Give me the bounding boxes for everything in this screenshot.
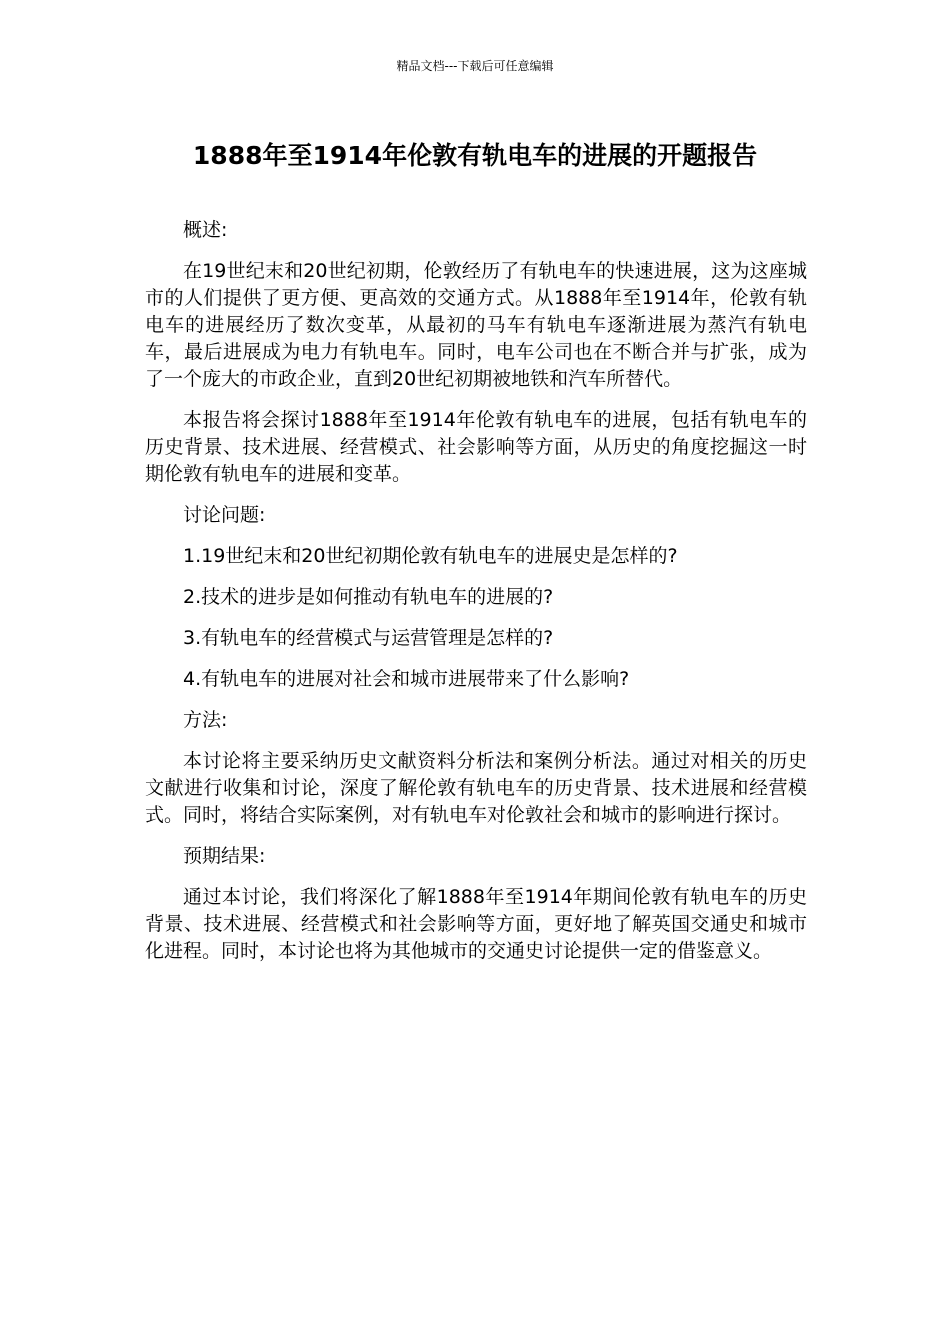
method-paragraph: 本讨论将主要采纳历史文献资料分析法和案例分析法。通过对相关的历史文献进行收集和讨论，深度了解伦敦有轨电车的历史背景、技术进展和经营模式。同时，将结合实际案例，对有轨电车对伦敦社会和城市的影响进行探讨。 xyxy=(145,750,807,826)
overview-heading: 概述: xyxy=(183,219,228,241)
results-heading: 预期结果: xyxy=(183,845,266,867)
method-heading: 方法: xyxy=(183,709,228,731)
question-item-1: 1.19世纪末和20世纪初期伦敦有轨电车的进展史是怎样的? xyxy=(183,545,678,567)
document-body xyxy=(145,217,807,979)
page-header: 精品文档---下载后可任意编辑 xyxy=(396,59,554,73)
question-item-2: 2.技术的进步是如何推动有轨电车的进展的? xyxy=(183,586,554,608)
overview-paragraph-1: 在19世纪末和20世纪初期，伦敦经历了有轨电车的快速进展，这为这座城市的人们提供了更方便、更高效的交通方式。从1888年至1914年，伦敦有轨电车的进展经历了数次变革，从最初的马车有轨电车逐渐进展为蒸汽有轨电车，最后进展成为电力有轨电车。同时，电车公司也在不断合并与扩张，成为了一个庞大的市政企业，直到20世纪初期被地铁和汽车所替代。 xyxy=(145,260,807,390)
question-item-3: 3.有轨电车的经营模式与运营管理是怎样的? xyxy=(183,627,554,649)
document-title: 1888年至1914年伦敦有轨电车的进展的开题报告 xyxy=(192,141,758,170)
overview-paragraph-2: 本报告将会探讨1888年至1914年伦敦有轨电车的进展，包括有轨电车的历史背景、技术进展、经营模式、社会影响等方面，从历史的角度挖掘这一时期伦敦有轨电车的进展和变革。 xyxy=(145,409,807,485)
question-item-4: 4.有轨电车的进展对社会和城市进展带来了什么影响? xyxy=(183,668,630,690)
questions-heading: 讨论问题: xyxy=(183,504,266,526)
results-paragraph: 通过本讨论，我们将深化了解1888年至1914年期间伦敦有轨电车的历史背景、技术进展、经营模式和社会影响等方面，更好地了解英国交通史和城市化进程。同时，本讨论也将为其他城市的交通史讨论提供一定的借鉴意义。 xyxy=(145,886,807,962)
